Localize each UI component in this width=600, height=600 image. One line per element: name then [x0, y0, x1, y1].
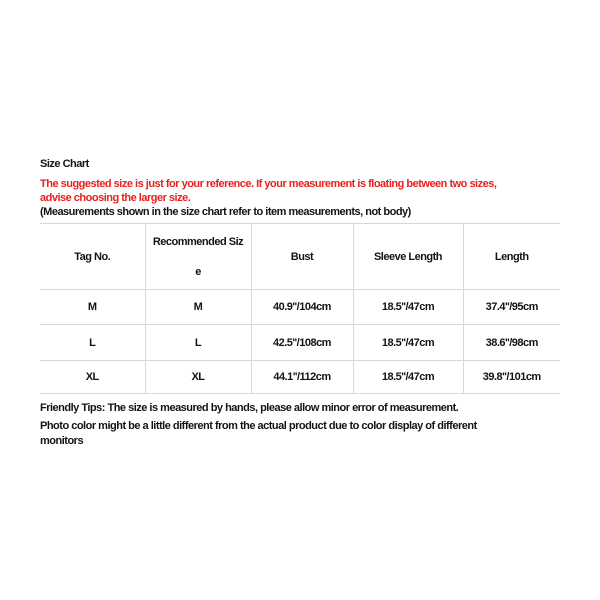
- page-title: Size Chart: [40, 158, 89, 170]
- cell-tag-no: L: [40, 325, 145, 361]
- cell-length: 39.8''/101cm: [463, 361, 560, 394]
- column-header-sleeve-length: [353, 224, 463, 290]
- column-header-tag-no: [40, 224, 145, 290]
- table-row-xl: [40, 361, 560, 394]
- cell-tag-no: M: [40, 290, 145, 325]
- cell-recommended-size: L: [145, 325, 251, 361]
- column-header-bust: [251, 224, 353, 290]
- cell-sleeve-length: 18.5''/47cm: [353, 361, 463, 394]
- cell-recommended-size: M: [145, 290, 251, 325]
- column-header-label: Length: [494, 250, 529, 263]
- cell-recommended-size: XL: [145, 361, 251, 394]
- photo-note-line: monitors: [40, 435, 84, 444]
- photo-color-note: [40, 419, 560, 444]
- column-header-length: [463, 224, 560, 290]
- size-suggestion-notice: [40, 177, 560, 205]
- notice-line: The suggested size is just for your reference. If your measurement is floating between two sizes,: [40, 178, 497, 190]
- cell-bust: 40.9''/104cm: [251, 290, 353, 325]
- photo-note-line: Photo color might be a little different from the actual product due to color display of different: [40, 420, 477, 432]
- column-header-label: Tag No.: [74, 250, 111, 263]
- cell-sleeve-length: 18.5''/47cm: [353, 290, 463, 325]
- table-row-m: [40, 290, 560, 325]
- column-header-label: e: [195, 265, 201, 278]
- column-header-label: Sleeve Length: [373, 250, 443, 263]
- cell-bust: 44.1''/112cm: [251, 361, 353, 394]
- cell-sleeve-length: 18.5''/47cm: [353, 325, 463, 361]
- cell-length: 38.6''/98cm: [463, 325, 560, 361]
- table-header-row: [40, 224, 560, 290]
- content-block: [40, 158, 560, 444]
- column-header-label: Recommended Siz: [152, 235, 244, 248]
- measurement-note: (Measurements shown in the size chart refer to item measurements, not body): [40, 206, 411, 218]
- table-row-l: [40, 325, 560, 361]
- friendly-tips: Friendly Tips: The size is measured by hands, please allow minor error of measurement.: [40, 402, 459, 414]
- cell-bust: 42.5''/108cm: [251, 325, 353, 361]
- cell-length: 37.4''/95cm: [463, 290, 560, 325]
- cell-tag-no: XL: [85, 371, 99, 383]
- notice-line: advise choosing the larger size.: [40, 192, 191, 204]
- column-header-label: Bust: [290, 250, 314, 263]
- column-header-recommended-size: [145, 224, 251, 290]
- size-table: [40, 223, 560, 394]
